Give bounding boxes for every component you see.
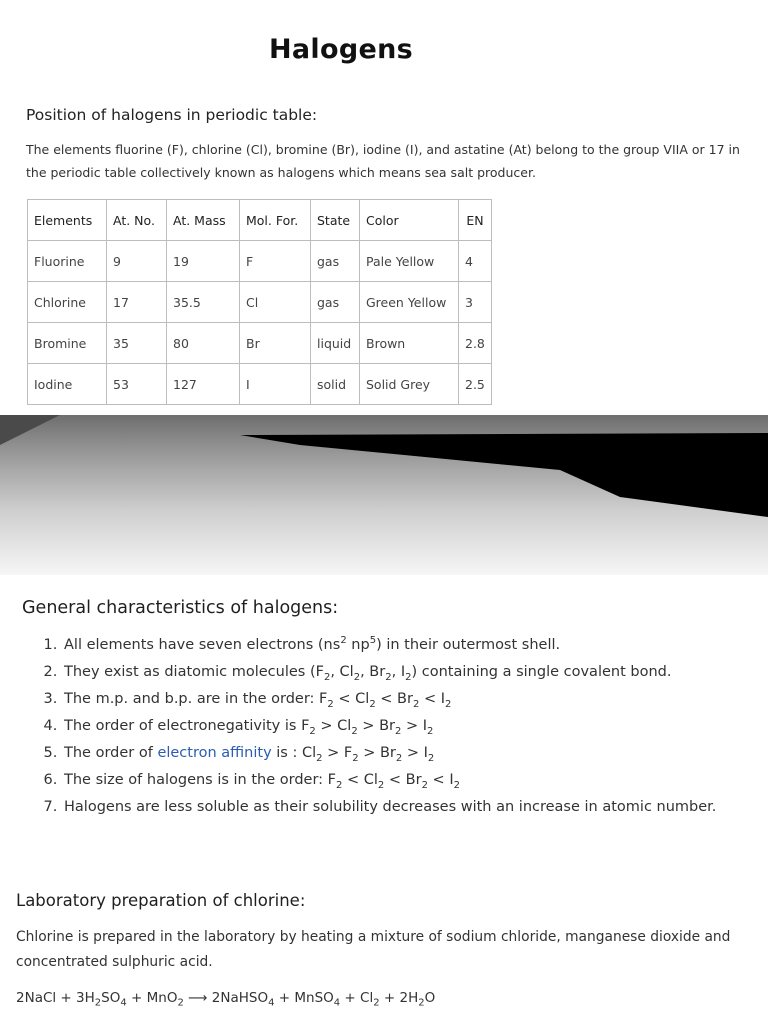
list-item: 7. Halogens are less soluble as their solubility decreases with an increase in atomic number. bbox=[62, 794, 716, 821]
list-item: 4. The order of electronegativity is $F_2 > Cl_2 > Br_2 > I_2$ bbox=[62, 713, 716, 740]
chemical-equation: 2NaCl + $3H_2SO_4 + MnO_2$ ⟶ 2NaHSO$_4$ + MnSO$_4$ + $Cl_2 + 2H_2O$ bbox=[16, 990, 436, 1009]
table-cell: Bromine bbox=[28, 323, 107, 364]
section-heading-characteristics: General characteristics of halogens: bbox=[22, 598, 339, 618]
table-cell: liquid bbox=[311, 323, 360, 364]
table-cell: Fluorine bbox=[28, 241, 107, 282]
column-header: State bbox=[311, 200, 360, 241]
table-cell: 2.8 bbox=[459, 323, 492, 364]
characteristics-list bbox=[22, 632, 716, 821]
page-title: Halogens bbox=[269, 34, 413, 65]
list-item: 1. All elements have seven electrons ($ns^2$ $np^5$) in their outermost shell. bbox=[62, 632, 716, 659]
section-text-position: The elements fluorine (F), chlorine (Cl), bromine (Br), iodine (I), and astatine (At) belong to the group VIIA or 17 in the periodic table collectively known as halogens which means sea salt producer. bbox=[26, 142, 740, 180]
section-heading-position: Position of halogens in periodic table: bbox=[26, 106, 318, 124]
table-cell: Chlorine bbox=[28, 282, 107, 323]
table-row bbox=[28, 282, 492, 323]
black-wedge-shape bbox=[0, 415, 768, 575]
column-header: Color bbox=[360, 200, 459, 241]
list-item: 5. The order of electron affinity is : $Cl_2 > F_2 > Br_2 > I_2$ bbox=[62, 740, 716, 767]
table-cell: Pale Yellow bbox=[360, 241, 459, 282]
table-cell: 3 bbox=[459, 282, 492, 323]
black-wedge bbox=[240, 433, 768, 517]
section-text-preparation: Chlorine is prepared in the laboratory by heating a mixture of sodium chloride, manganese dioxide and concentrated sulphuric acid. bbox=[16, 929, 731, 970]
table-cell: F bbox=[240, 241, 311, 282]
table-cell: 17 bbox=[107, 282, 167, 323]
table-cell: gas bbox=[311, 241, 360, 282]
table-cell: 2.5 bbox=[459, 364, 492, 405]
table-cell: 9 bbox=[107, 241, 167, 282]
table-cell: Br bbox=[240, 323, 311, 364]
halogens-table bbox=[27, 199, 492, 405]
table-cell: 80 bbox=[167, 323, 240, 364]
column-header: EN bbox=[459, 200, 492, 241]
table-cell: 19 bbox=[167, 241, 240, 282]
table-row bbox=[28, 241, 492, 282]
table-cell: 127 bbox=[167, 364, 240, 405]
column-header: Elements bbox=[28, 200, 107, 241]
table-header-row bbox=[28, 200, 492, 241]
table-cell: solid bbox=[311, 364, 360, 405]
section-heading-preparation: Laboratory preparation of chlorine: bbox=[16, 891, 306, 910]
table-cell: 53 bbox=[107, 364, 167, 405]
table-cell: 35 bbox=[107, 323, 167, 364]
list-item: 3. The m.p. and b.p. are in the order: $F_2 < Cl_2 < Br_2 < I_2$ bbox=[62, 686, 716, 713]
table-cell: I bbox=[240, 364, 311, 405]
table-row bbox=[28, 364, 492, 405]
table-row bbox=[28, 323, 492, 364]
table-cell: 4 bbox=[459, 241, 492, 282]
table-cell: 35.5 bbox=[167, 282, 240, 323]
table-cell: Solid Grey bbox=[360, 364, 459, 405]
column-header: At. Mass bbox=[167, 200, 240, 241]
dark-corner-shade bbox=[0, 415, 60, 445]
table-cell: Iodine bbox=[28, 364, 107, 405]
table-cell: Brown bbox=[360, 323, 459, 364]
table-cell: Cl bbox=[240, 282, 311, 323]
list-item: 2. They exist as diatomic molecules ($F_2$, $Cl_2$, $Br_2$, $I_2$) containing a single covalent bond. bbox=[62, 659, 716, 686]
list-item: 6. The size of halogens is in the order: $F_2 < Cl_2 < Br_2 < I_2$ bbox=[62, 767, 716, 794]
table-cell: Green Yellow bbox=[360, 282, 459, 323]
column-header: At. No. bbox=[107, 200, 167, 241]
table-cell: gas bbox=[311, 282, 360, 323]
column-header: Mol. For. bbox=[240, 200, 311, 241]
